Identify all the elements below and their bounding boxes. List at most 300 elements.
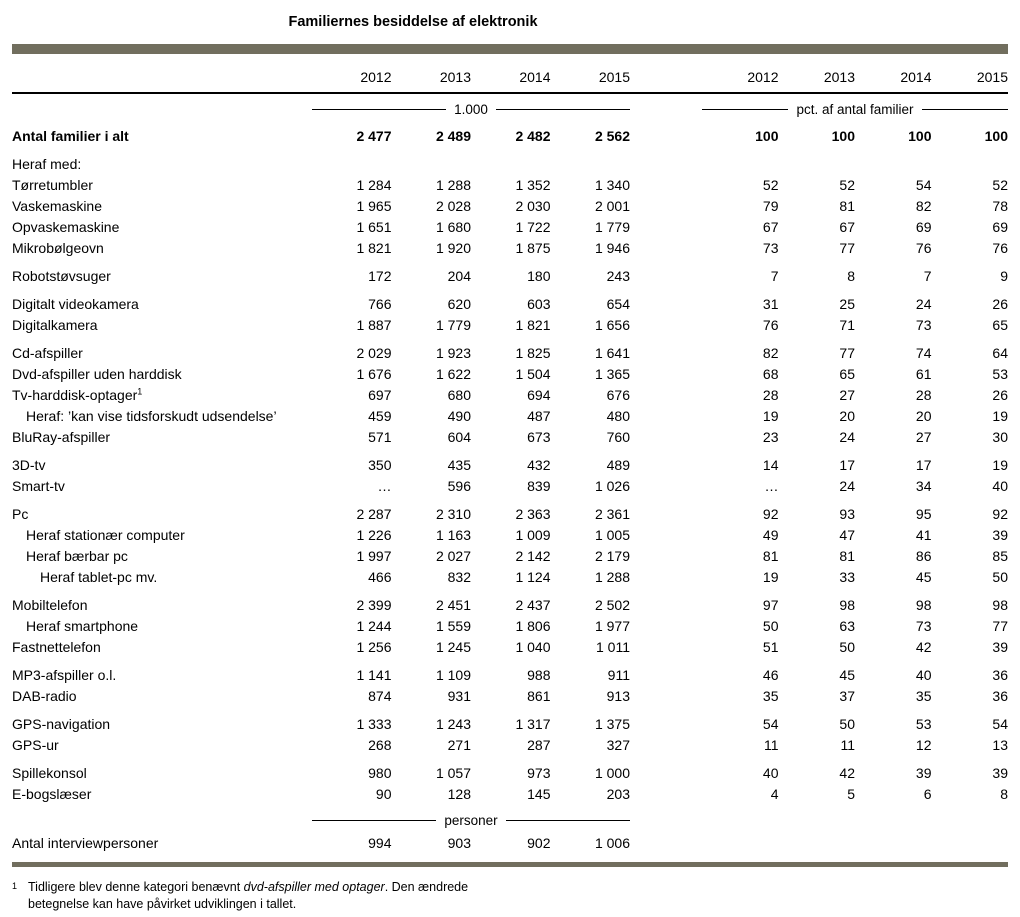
value-cell-pct: 11 xyxy=(840,737,855,753)
value-cell-pct: 93 xyxy=(839,506,855,522)
value-cell-thousands: 1 821 xyxy=(515,317,551,333)
row-section xyxy=(12,595,1008,658)
value-cell-thousands: 604 xyxy=(447,429,471,445)
value-cell-thousands: 1 256 xyxy=(356,639,392,655)
thousands-values xyxy=(312,315,630,336)
table-row xyxy=(12,546,1008,567)
value-cell-thousands: 1 977 xyxy=(594,618,630,634)
value-cell-pct: 86 xyxy=(915,548,932,564)
value-cell-thousands: 466 xyxy=(368,569,392,585)
year-header: 2013 xyxy=(823,69,855,85)
table-row xyxy=(12,784,1008,805)
thousands-values xyxy=(312,616,630,637)
value-cell-thousands: 2 477 xyxy=(356,128,392,144)
table-row xyxy=(12,364,1008,385)
thousands-values xyxy=(312,364,630,385)
value-cell-pct: 24 xyxy=(915,296,932,312)
value-cell-pct: 54 xyxy=(762,716,779,732)
value-cell-pct: 81 xyxy=(839,198,855,214)
value-cell-thousands: 459 xyxy=(368,408,392,424)
value-cell-thousands: 1 243 xyxy=(435,716,471,732)
value-cell-thousands: 697 xyxy=(368,387,392,403)
value-cell-thousands: 1 124 xyxy=(515,569,551,585)
value-cell-thousands: 1 821 xyxy=(356,240,392,256)
value-cell-thousands: 832 xyxy=(447,569,471,585)
value-cell-pct: 39 xyxy=(992,527,1008,543)
value-cell-thousands: 243 xyxy=(606,268,630,284)
value-cell-thousands: 2 437 xyxy=(515,597,551,613)
value-cell-thousands: 1 352 xyxy=(515,177,551,193)
year-headers-thousands xyxy=(312,67,630,87)
thousands-values xyxy=(312,686,630,707)
value-cell-thousands: 435 xyxy=(447,457,471,473)
value-cell-thousands: 2 399 xyxy=(356,597,392,613)
value-cell-pct: … xyxy=(764,478,779,494)
value-cell-thousands: 1 504 xyxy=(515,366,551,382)
thousands-values xyxy=(312,763,630,784)
value-cell-pct: 17 xyxy=(839,457,855,473)
value-cell-thousands: 2 502 xyxy=(594,597,630,613)
value-cell-pct: 98 xyxy=(915,597,932,613)
divider-line xyxy=(312,109,446,110)
thousands-values xyxy=(312,175,630,196)
persons-unit-label: personer xyxy=(444,812,498,828)
value-cell-thousands: 2 029 xyxy=(356,345,392,361)
value-cell-thousands: 1 288 xyxy=(594,569,630,585)
top-divider-bar xyxy=(12,44,1008,54)
value-cell-pct: 65 xyxy=(992,317,1008,333)
thousands-values xyxy=(312,294,630,315)
row-label: BluRay-afspiller xyxy=(12,429,111,445)
thousands-values xyxy=(312,665,630,686)
value-cell-thousands: 1 109 xyxy=(435,667,471,683)
value-cell-pct: 98 xyxy=(992,597,1008,613)
value-cell-thousands: 1 825 xyxy=(515,345,551,361)
value-cell-thousands: 128 xyxy=(447,786,471,802)
table-row xyxy=(12,175,1008,196)
row-label: Smart-tv xyxy=(12,478,65,494)
value-cell-pct: 7 xyxy=(923,268,932,284)
value-cell-pct: 24 xyxy=(839,478,855,494)
pct-values xyxy=(702,637,1008,658)
value-cell-pct: 54 xyxy=(992,716,1008,732)
value-cell-pct: 61 xyxy=(915,366,932,382)
column-headers xyxy=(12,61,1008,87)
footnote-text: Tidligere blev denne kategori benævnt dvd-afspiller med optager. Den ændrede betegnelse kan have påvirket udviklingen i tallet. xyxy=(28,880,469,911)
persons-unit-row xyxy=(12,808,1008,832)
thousands-values xyxy=(312,504,630,525)
value-cell-pct: 81 xyxy=(762,548,779,564)
value-cell-pct: 4 xyxy=(770,786,779,802)
value-cell-thousands: 1 375 xyxy=(594,716,630,732)
divider-line xyxy=(496,109,630,110)
thousands-values xyxy=(312,385,630,406)
table-row xyxy=(12,763,1008,784)
value-cell-thousands: 980 xyxy=(368,765,392,781)
value-cell-pct: 76 xyxy=(915,240,932,256)
row-section xyxy=(12,343,1008,448)
footnote xyxy=(12,879,1008,913)
value-cell-thousands: 913 xyxy=(606,688,630,704)
row-label: Heraf stationær computer xyxy=(26,527,185,543)
value-cell-pct: 82 xyxy=(915,198,932,214)
bottom-divider-bar xyxy=(12,862,1008,867)
value-cell-pct: 53 xyxy=(915,716,932,732)
value-cell-pct: 20 xyxy=(915,408,932,424)
value-cell-thousands: 1 722 xyxy=(515,219,551,235)
thousands-values xyxy=(312,238,630,259)
value-cell-pct: 36 xyxy=(992,667,1008,683)
year-header: 2012 xyxy=(360,69,392,85)
pct-unit-divider xyxy=(702,102,1008,117)
value-cell-pct: 33 xyxy=(839,569,855,585)
footnote-reference: 1 xyxy=(137,386,143,397)
value-cell-pct: 39 xyxy=(915,765,932,781)
value-cell-thousands: 931 xyxy=(447,688,471,704)
value-cell-pct: 69 xyxy=(992,219,1008,235)
interview-row xyxy=(12,833,1008,854)
value-cell-thousands: 327 xyxy=(606,737,630,753)
value-cell-thousands: 1 641 xyxy=(594,345,630,361)
value-cell-thousands: 1 997 xyxy=(356,548,392,564)
thousands-unit-divider xyxy=(312,102,630,117)
pct-values xyxy=(702,763,1008,784)
pct-values xyxy=(702,455,1008,476)
value-cell-thousands: 973 xyxy=(527,765,551,781)
value-cell-thousands: 2 142 xyxy=(515,548,551,564)
value-cell-thousands: 1 009 xyxy=(515,527,551,543)
value-cell-pct: 40 xyxy=(762,765,779,781)
table-row xyxy=(12,343,1008,364)
value-cell-pct: 77 xyxy=(992,618,1008,634)
value-cell-pct: 50 xyxy=(839,639,855,655)
thousands-values xyxy=(312,525,630,546)
value-cell-pct: 100 xyxy=(831,128,855,144)
value-cell-pct: 19 xyxy=(762,569,779,585)
value-cell-pct: 85 xyxy=(992,548,1008,564)
pct-values xyxy=(702,784,1008,805)
value-cell-pct: 30 xyxy=(992,429,1008,445)
value-cell-pct: 71 xyxy=(839,317,855,333)
row-label: Antal interviewpersoner xyxy=(12,835,159,851)
value-cell-thousands: 1 651 xyxy=(356,219,392,235)
table-row xyxy=(12,427,1008,448)
table-body xyxy=(12,126,1008,805)
value-cell-thousands: 571 xyxy=(368,429,392,445)
value-cell-pct: 74 xyxy=(915,345,932,361)
pct-values xyxy=(702,406,1008,427)
row-label: Pc xyxy=(12,506,29,522)
pct-values xyxy=(702,567,1008,588)
year-header: 2015 xyxy=(976,69,1008,85)
value-cell-pct: 28 xyxy=(762,387,779,403)
value-cell-pct: 31 xyxy=(762,296,779,312)
value-cell-thousands: 1 680 xyxy=(435,219,471,235)
value-cell-thousands: 90 xyxy=(375,786,392,802)
value-cell-thousands: 268 xyxy=(368,737,392,753)
value-cell-pct: 67 xyxy=(762,219,779,235)
value-cell-pct: 52 xyxy=(762,177,779,193)
value-cell-pct: 23 xyxy=(762,429,779,445)
value-cell-pct: 45 xyxy=(839,667,855,683)
thousands-values xyxy=(312,455,630,476)
value-cell-thousands: 861 xyxy=(527,688,551,704)
row-label: Robotstøvsuger xyxy=(12,268,111,284)
value-cell-pct: 17 xyxy=(915,457,932,473)
value-cell-pct: 6 xyxy=(923,786,932,802)
value-cell-thousands: … xyxy=(377,478,392,494)
thousands-values xyxy=(312,126,630,147)
value-cell-pct: 49 xyxy=(762,527,779,543)
pct-values xyxy=(702,315,1008,336)
value-cell-pct: 100 xyxy=(908,128,932,144)
value-cell-pct: 42 xyxy=(915,639,932,655)
value-cell-pct: 9 xyxy=(1000,268,1008,284)
value-cell-pct: 42 xyxy=(839,765,855,781)
value-cell-thousands: 2 310 xyxy=(435,506,471,522)
divider-line xyxy=(506,820,630,821)
value-cell-pct: 27 xyxy=(915,429,932,445)
pct-values xyxy=(702,364,1008,385)
row-section xyxy=(12,455,1008,497)
value-cell-pct: 35 xyxy=(915,688,932,704)
value-cell-thousands: 2 028 xyxy=(435,198,471,214)
persons-unit-divider xyxy=(312,813,630,828)
table-row xyxy=(12,616,1008,637)
thousands-values xyxy=(312,637,630,658)
value-cell-pct: 50 xyxy=(762,618,779,634)
thousands-values xyxy=(312,476,630,497)
value-cell-thousands: 1 026 xyxy=(594,478,630,494)
year-headers-pct xyxy=(702,67,1008,87)
value-cell-thousands: 490 xyxy=(447,408,471,424)
thousands-values xyxy=(312,784,630,805)
value-cell-thousands: 350 xyxy=(368,457,392,473)
pct-values xyxy=(702,238,1008,259)
value-cell-thousands: 204 xyxy=(447,268,471,284)
row-label: Heraf bærbar pc xyxy=(26,548,128,564)
thousands-values xyxy=(312,714,630,735)
year-header: 2015 xyxy=(598,69,630,85)
pct-values xyxy=(702,616,1008,637)
divider-line xyxy=(702,109,788,110)
value-cell-thousands: 287 xyxy=(527,737,551,753)
value-cell-thousands: 1 288 xyxy=(435,177,471,193)
pct-values xyxy=(702,294,1008,315)
divider-line xyxy=(312,820,436,821)
value-cell-thousands: 596 xyxy=(447,478,471,494)
table-row xyxy=(12,455,1008,476)
year-header: 2014 xyxy=(900,69,932,85)
value-cell-thousands: 180 xyxy=(527,268,551,284)
value-cell-thousands: 2 363 xyxy=(515,506,551,522)
value-cell-pct: 8 xyxy=(1000,786,1008,802)
value-cell-pct: 12 xyxy=(915,737,932,753)
table-row xyxy=(12,385,1008,406)
value-cell-pct: 51 xyxy=(762,639,779,655)
row-section xyxy=(12,126,1008,147)
value-cell-thousands: 1 806 xyxy=(515,618,551,634)
pct-values xyxy=(702,385,1008,406)
table-row xyxy=(12,567,1008,588)
row-label: GPS-ur xyxy=(12,737,59,753)
row-section xyxy=(12,504,1008,588)
row-label: Digitalkamera xyxy=(12,317,98,333)
value-cell-pct: 97 xyxy=(762,597,779,613)
value-cell-thousands: 1 040 xyxy=(515,639,551,655)
interview-values xyxy=(312,833,630,854)
value-cell-pct: 50 xyxy=(839,716,855,732)
value-cell-pct: 36 xyxy=(992,688,1008,704)
value-cell-pct: 19 xyxy=(762,408,779,424)
value-cell-pct: 41 xyxy=(915,527,932,543)
value-cell-thousands: 676 xyxy=(606,387,630,403)
value-cell-thousands: 489 xyxy=(606,457,630,473)
table-row xyxy=(12,714,1008,735)
table-row xyxy=(12,217,1008,238)
value-cell-thousands: 654 xyxy=(606,296,630,312)
value-cell-pct: 67 xyxy=(839,219,855,235)
value-cell-thousands: 1 875 xyxy=(515,240,551,256)
value-cell-pct: 34 xyxy=(915,478,932,494)
value-cell-thousands: 172 xyxy=(368,268,392,284)
table-row xyxy=(12,504,1008,525)
thousands-values xyxy=(312,343,630,364)
value-cell-pct: 52 xyxy=(992,177,1008,193)
row-section xyxy=(12,714,1008,756)
table-row xyxy=(12,525,1008,546)
year-header: 2013 xyxy=(439,69,471,85)
value-cell-pct: 25 xyxy=(839,296,855,312)
pct-values xyxy=(702,196,1008,217)
value-cell-pct: 100 xyxy=(984,128,1008,144)
value-cell-pct: 35 xyxy=(762,688,779,704)
value-cell-pct: 52 xyxy=(839,177,855,193)
value-cell-pct: 7 xyxy=(770,268,779,284)
value-cell-thousands: 874 xyxy=(368,688,392,704)
value-cell-pct: 20 xyxy=(839,408,855,424)
value-cell-thousands: 2 001 xyxy=(594,198,630,214)
table-row xyxy=(12,126,1008,147)
row-label: Mobiltelefon xyxy=(12,597,88,613)
value-cell-pct: 39 xyxy=(992,639,1008,655)
table-row xyxy=(12,154,1008,175)
table-row xyxy=(12,315,1008,336)
value-cell-thousands: 1 887 xyxy=(356,317,392,333)
value-cell-pct: 69 xyxy=(915,219,932,235)
row-label: Heraf med: xyxy=(12,156,82,172)
value-cell-pct: 27 xyxy=(839,387,855,403)
value-cell-thousands: 1 676 xyxy=(356,366,392,382)
table-row xyxy=(12,266,1008,287)
value-cell-thousands: 1 965 xyxy=(356,198,392,214)
row-label: E-bogslæser xyxy=(12,786,92,802)
row-section xyxy=(12,763,1008,805)
pct-values xyxy=(702,504,1008,525)
row-label: DAB-radio xyxy=(12,688,77,704)
pct-values xyxy=(702,427,1008,448)
value-cell-persons: 903 xyxy=(447,835,471,851)
value-cell-thousands: 2 489 xyxy=(435,128,471,144)
divider-line xyxy=(922,109,1008,110)
value-cell-thousands: 1 011 xyxy=(596,639,630,655)
value-cell-pct: 19 xyxy=(992,457,1008,473)
value-cell-thousands: 760 xyxy=(606,429,630,445)
row-label: Opvaskemaskine xyxy=(12,219,120,235)
row-label: Antal familier i alt xyxy=(12,128,129,144)
table-row xyxy=(12,294,1008,315)
value-cell-pct: 95 xyxy=(915,506,932,522)
value-cell-thousands: 2 361 xyxy=(594,506,630,522)
value-cell-pct: 98 xyxy=(839,597,855,613)
table-row xyxy=(12,665,1008,686)
value-cell-pct: 79 xyxy=(762,198,779,214)
value-cell-pct: 11 xyxy=(763,737,779,753)
value-cell-thousands: 1 656 xyxy=(594,317,630,333)
row-label: Spillekonsol xyxy=(12,765,87,781)
pct-values xyxy=(702,714,1008,735)
pct-values xyxy=(702,126,1008,147)
value-cell-pct: 13 xyxy=(992,737,1008,753)
value-cell-thousands: 432 xyxy=(527,457,551,473)
value-cell-thousands: 988 xyxy=(527,667,551,683)
value-cell-thousands: 694 xyxy=(527,387,551,403)
value-cell-pct: 19 xyxy=(992,408,1008,424)
value-cell-thousands: 203 xyxy=(606,786,630,802)
row-label: Dvd-afspiller uden harddisk xyxy=(12,366,182,382)
value-cell-thousands: 2 030 xyxy=(515,198,551,214)
value-cell-pct: 39 xyxy=(992,765,1008,781)
value-cell-thousands: 1 946 xyxy=(594,240,630,256)
value-cell-pct: 26 xyxy=(992,387,1008,403)
table-row xyxy=(12,476,1008,497)
value-cell-thousands: 1 163 xyxy=(435,527,471,543)
row-label: Tv-harddisk-optager$^1$ xyxy=(12,386,143,403)
value-cell-pct: 5 xyxy=(847,786,855,802)
row-label: Heraf smartphone xyxy=(26,618,139,634)
value-cell-persons: 1 006 xyxy=(594,835,630,851)
thousands-values xyxy=(312,266,630,287)
value-cell-pct: 8 xyxy=(847,268,855,284)
value-cell-pct: 28 xyxy=(915,387,932,403)
table-row xyxy=(12,196,1008,217)
value-cell-thousands: 2 562 xyxy=(594,128,630,144)
value-cell-pct: 14 xyxy=(762,457,779,473)
value-cell-thousands: 2 027 xyxy=(435,548,471,564)
value-cell-pct: 68 xyxy=(762,366,779,382)
value-cell-persons: 902 xyxy=(527,835,551,851)
value-cell-thousands: 1 141 xyxy=(356,667,392,683)
pct-values xyxy=(702,217,1008,238)
value-cell-pct: 92 xyxy=(762,506,779,522)
value-cell-thousands: 1 284 xyxy=(356,177,392,193)
value-cell-pct: 77 xyxy=(839,345,855,361)
value-cell-persons: 994 xyxy=(368,835,392,851)
value-cell-thousands: 487 xyxy=(527,408,551,424)
thousands-values xyxy=(312,546,630,567)
value-cell-thousands: 2 287 xyxy=(356,506,392,522)
value-cell-thousands: 1 226 xyxy=(356,527,392,543)
thousands-unit-label: 1.000 xyxy=(454,101,488,117)
value-cell-thousands: 1 779 xyxy=(435,317,471,333)
value-cell-thousands: 2 482 xyxy=(515,128,551,144)
value-cell-pct: 78 xyxy=(992,198,1008,214)
row-label: MP3-afspiller o.l. xyxy=(12,667,117,683)
table-row xyxy=(12,238,1008,259)
value-cell-thousands: 1 000 xyxy=(594,765,630,781)
value-cell-thousands: 1 340 xyxy=(594,177,630,193)
unit-header-row xyxy=(12,94,1008,124)
